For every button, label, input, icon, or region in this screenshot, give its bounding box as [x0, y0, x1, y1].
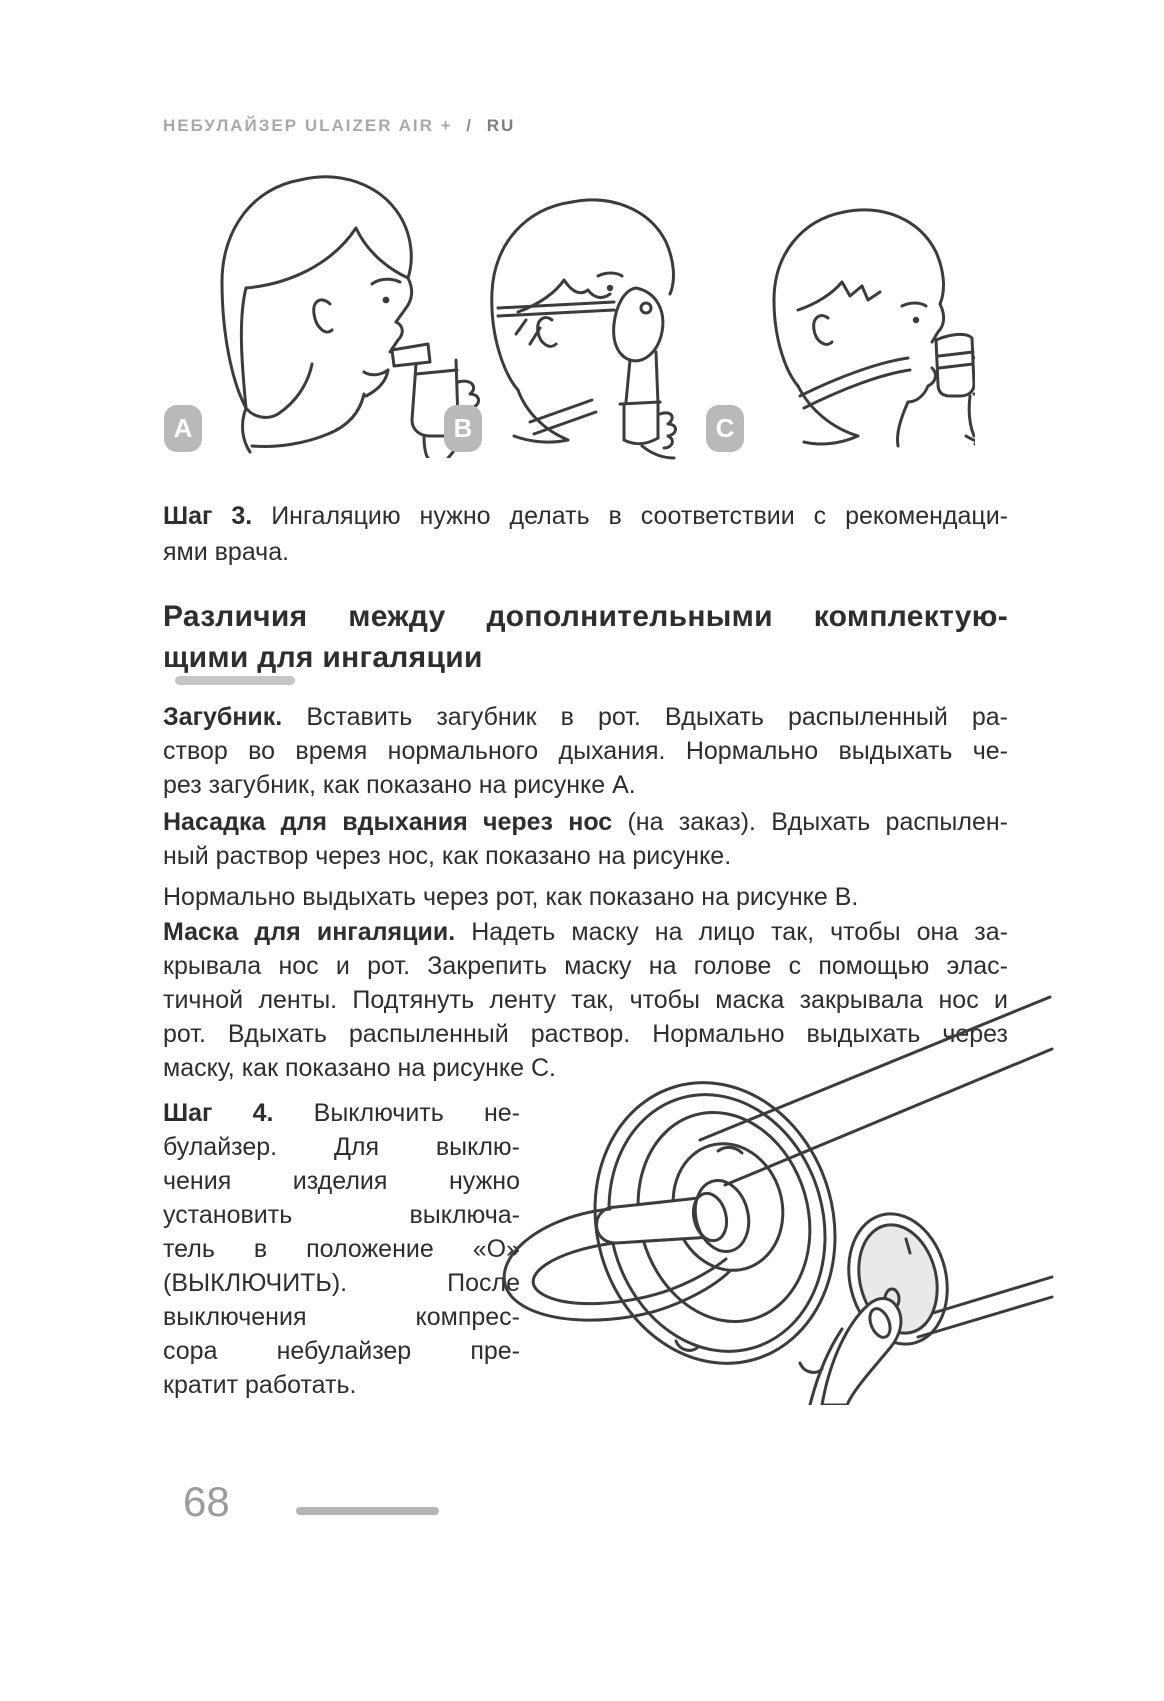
step-4-label: Шаг 4. [163, 1099, 274, 1127]
text-line: Шаг 4. Выключить не- [163, 1099, 520, 1127]
paragraph-nose-attachment [163, 805, 1008, 873]
text-line: тичной ленты. Подтянуть ленту так, чтобы маска закрывала нос и [163, 986, 1008, 1014]
step-3-label: Шаг 3. [163, 502, 253, 530]
text-line: Маска для ингаляции. Надеть маску на лицо так, чтобы она за- [163, 918, 1008, 946]
figure-c-nosepiece-illustration [740, 200, 975, 450]
page-header [163, 116, 515, 136]
mask-strap-inhalation-sketch [460, 192, 710, 462]
heading-line: щими для ингаляции [163, 641, 483, 674]
paragraph-lead: Насадка для вдыхания через нос [163, 808, 613, 836]
nosepiece-inhalation-sketch [740, 200, 975, 450]
text-line: выключения компрес- [163, 1303, 520, 1331]
text-line: ями врача. [163, 538, 290, 566]
text-line: рот. Вдыхать распыленный раствор. Нормально выдыхать через [163, 1020, 1008, 1048]
paragraph-lead: Загубник. [163, 703, 283, 731]
figure-label-a: A [164, 405, 202, 452]
text-line: сора небулайзер пре- [163, 1337, 520, 1365]
text-line: (ВЫКЛЮЧИТЬ). После [163, 1269, 520, 1297]
heading-line: Различия между дополнительными комплектую- [163, 600, 1008, 633]
page-number: 68 [183, 1478, 230, 1525]
figure-b-mask-strap-illustration [460, 192, 710, 462]
text-line: Нормально выдыхать через рот, как показано на рисунке В. [163, 883, 859, 911]
compressor-switch-sketch [470, 975, 1055, 1405]
text-line: булайзер. Для выклю- [163, 1133, 520, 1161]
figure-label-b: B [444, 405, 482, 452]
step-4-power-switch-illustration [470, 975, 1055, 1405]
header-language: RU [486, 116, 516, 135]
text-line: рез загубник, как показано на рисунке А. [163, 771, 636, 799]
text-line: установить выключа- [163, 1201, 520, 1229]
header-separator: / [466, 116, 473, 135]
section-heading [163, 596, 1008, 678]
header-title: НЕБУЛАЙЗЕР ULAIZER AIR + [163, 116, 453, 135]
text-line: маску, как показано на рисунке С. [163, 1054, 556, 1082]
figure-label-c: C [706, 405, 744, 452]
text-line: крывала нос и рот. Закрепить маску на голове с помощью элас- [163, 952, 1008, 980]
text-line: тель в положение «О» [163, 1235, 520, 1263]
text-line: Загубник. Вставить загубник в рот. Вдыхать распыленный ра- [163, 703, 1008, 731]
text-line: Шаг 3. Ингаляцию нужно делать в соответствии с рекомендаци- [163, 502, 1008, 530]
paragraph-lead: Маска для ингаляции. [163, 918, 456, 946]
paragraph-exhale-note [163, 880, 1008, 914]
text-line: кратит работать. [163, 1371, 357, 1399]
step-4-paragraph [163, 1096, 520, 1402]
text-line: створ во время нормального дыхания. Нормально выдыхать че- [163, 737, 1008, 765]
text-line: чения изделия нужно [163, 1167, 520, 1195]
paragraph-mouthpiece [163, 700, 1008, 802]
footer-divider-line [296, 1507, 439, 1515]
text-line: Насадка для вдыхания через нос (на заказ). Вдыхать распылен- [163, 808, 1008, 836]
heading-accent-bar [175, 676, 295, 685]
step-3-paragraph [163, 498, 1008, 570]
text-line: ный раствор через нос, как показано на рисунке. [163, 842, 732, 870]
